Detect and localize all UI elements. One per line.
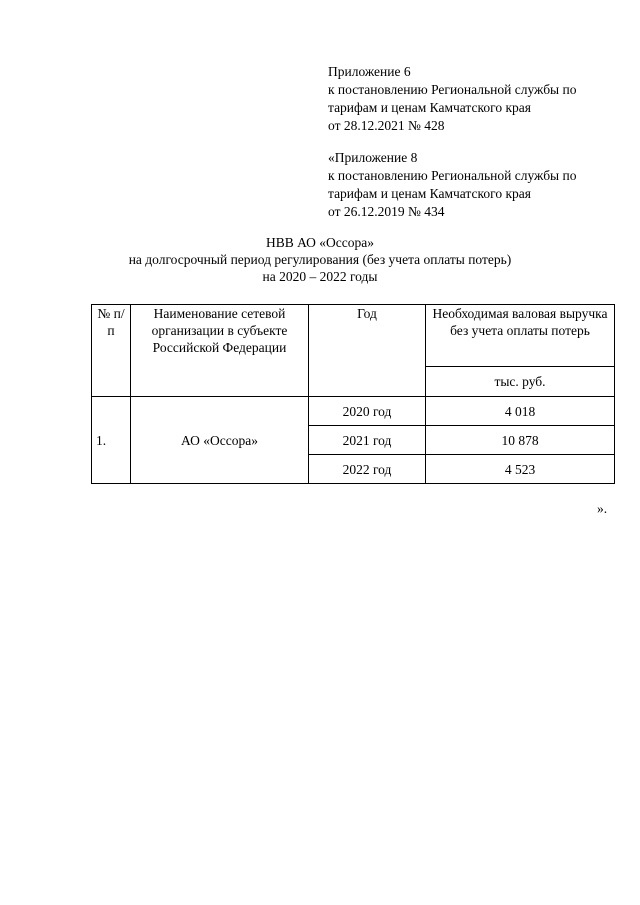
row-value: 4 018: [426, 397, 615, 426]
header-revenue: Необходимая валовая выручка без учета оплаты потерь: [426, 305, 615, 367]
table-row: [92, 397, 615, 426]
annex-line: от 26.12.2019 № 434: [328, 204, 445, 219]
annex-header-original: [328, 149, 576, 221]
revenue-table: [91, 304, 615, 484]
table-header-row: [92, 305, 615, 367]
row-year: 2022 год: [309, 455, 426, 484]
document-title: [0, 234, 640, 285]
annex-line: к постановлению Региональной службы по: [328, 82, 577, 97]
row-value: 4 523: [426, 455, 615, 484]
title-line: на долгосрочный период регулирования (без учета оплаты потерь): [128, 252, 512, 267]
title-line: НВВ АО «Оссора»: [265, 235, 375, 250]
header-org: Наименование сетевой организации в субъекте Российской Федерации: [131, 305, 309, 397]
annex-line: тарифам и ценам Камчатского края: [328, 186, 531, 201]
annex-line: к постановлению Региональной службы по: [328, 168, 577, 183]
annex-line: от 28.12.2021 № 428: [328, 118, 445, 133]
annex-line: тарифам и ценам Камчатского края: [328, 100, 531, 115]
row-year: 2021 год: [309, 426, 426, 455]
row-org: АО «Оссора»: [131, 397, 309, 484]
header-year: Год: [309, 305, 426, 397]
annex-line: Приложение 6: [328, 64, 411, 79]
row-num: 1.: [92, 397, 131, 484]
closing-quote-mark: ».: [597, 501, 608, 516]
header-unit: тыс. руб.: [426, 367, 615, 397]
header-num: № п/п: [92, 305, 131, 397]
annex-header-current: [328, 63, 576, 135]
row-year: 2020 год: [309, 397, 426, 426]
annex-line: «Приложение 8: [328, 150, 418, 165]
title-line: на 2020 – 2022 годы: [262, 269, 378, 284]
row-value: 10 878: [426, 426, 615, 455]
